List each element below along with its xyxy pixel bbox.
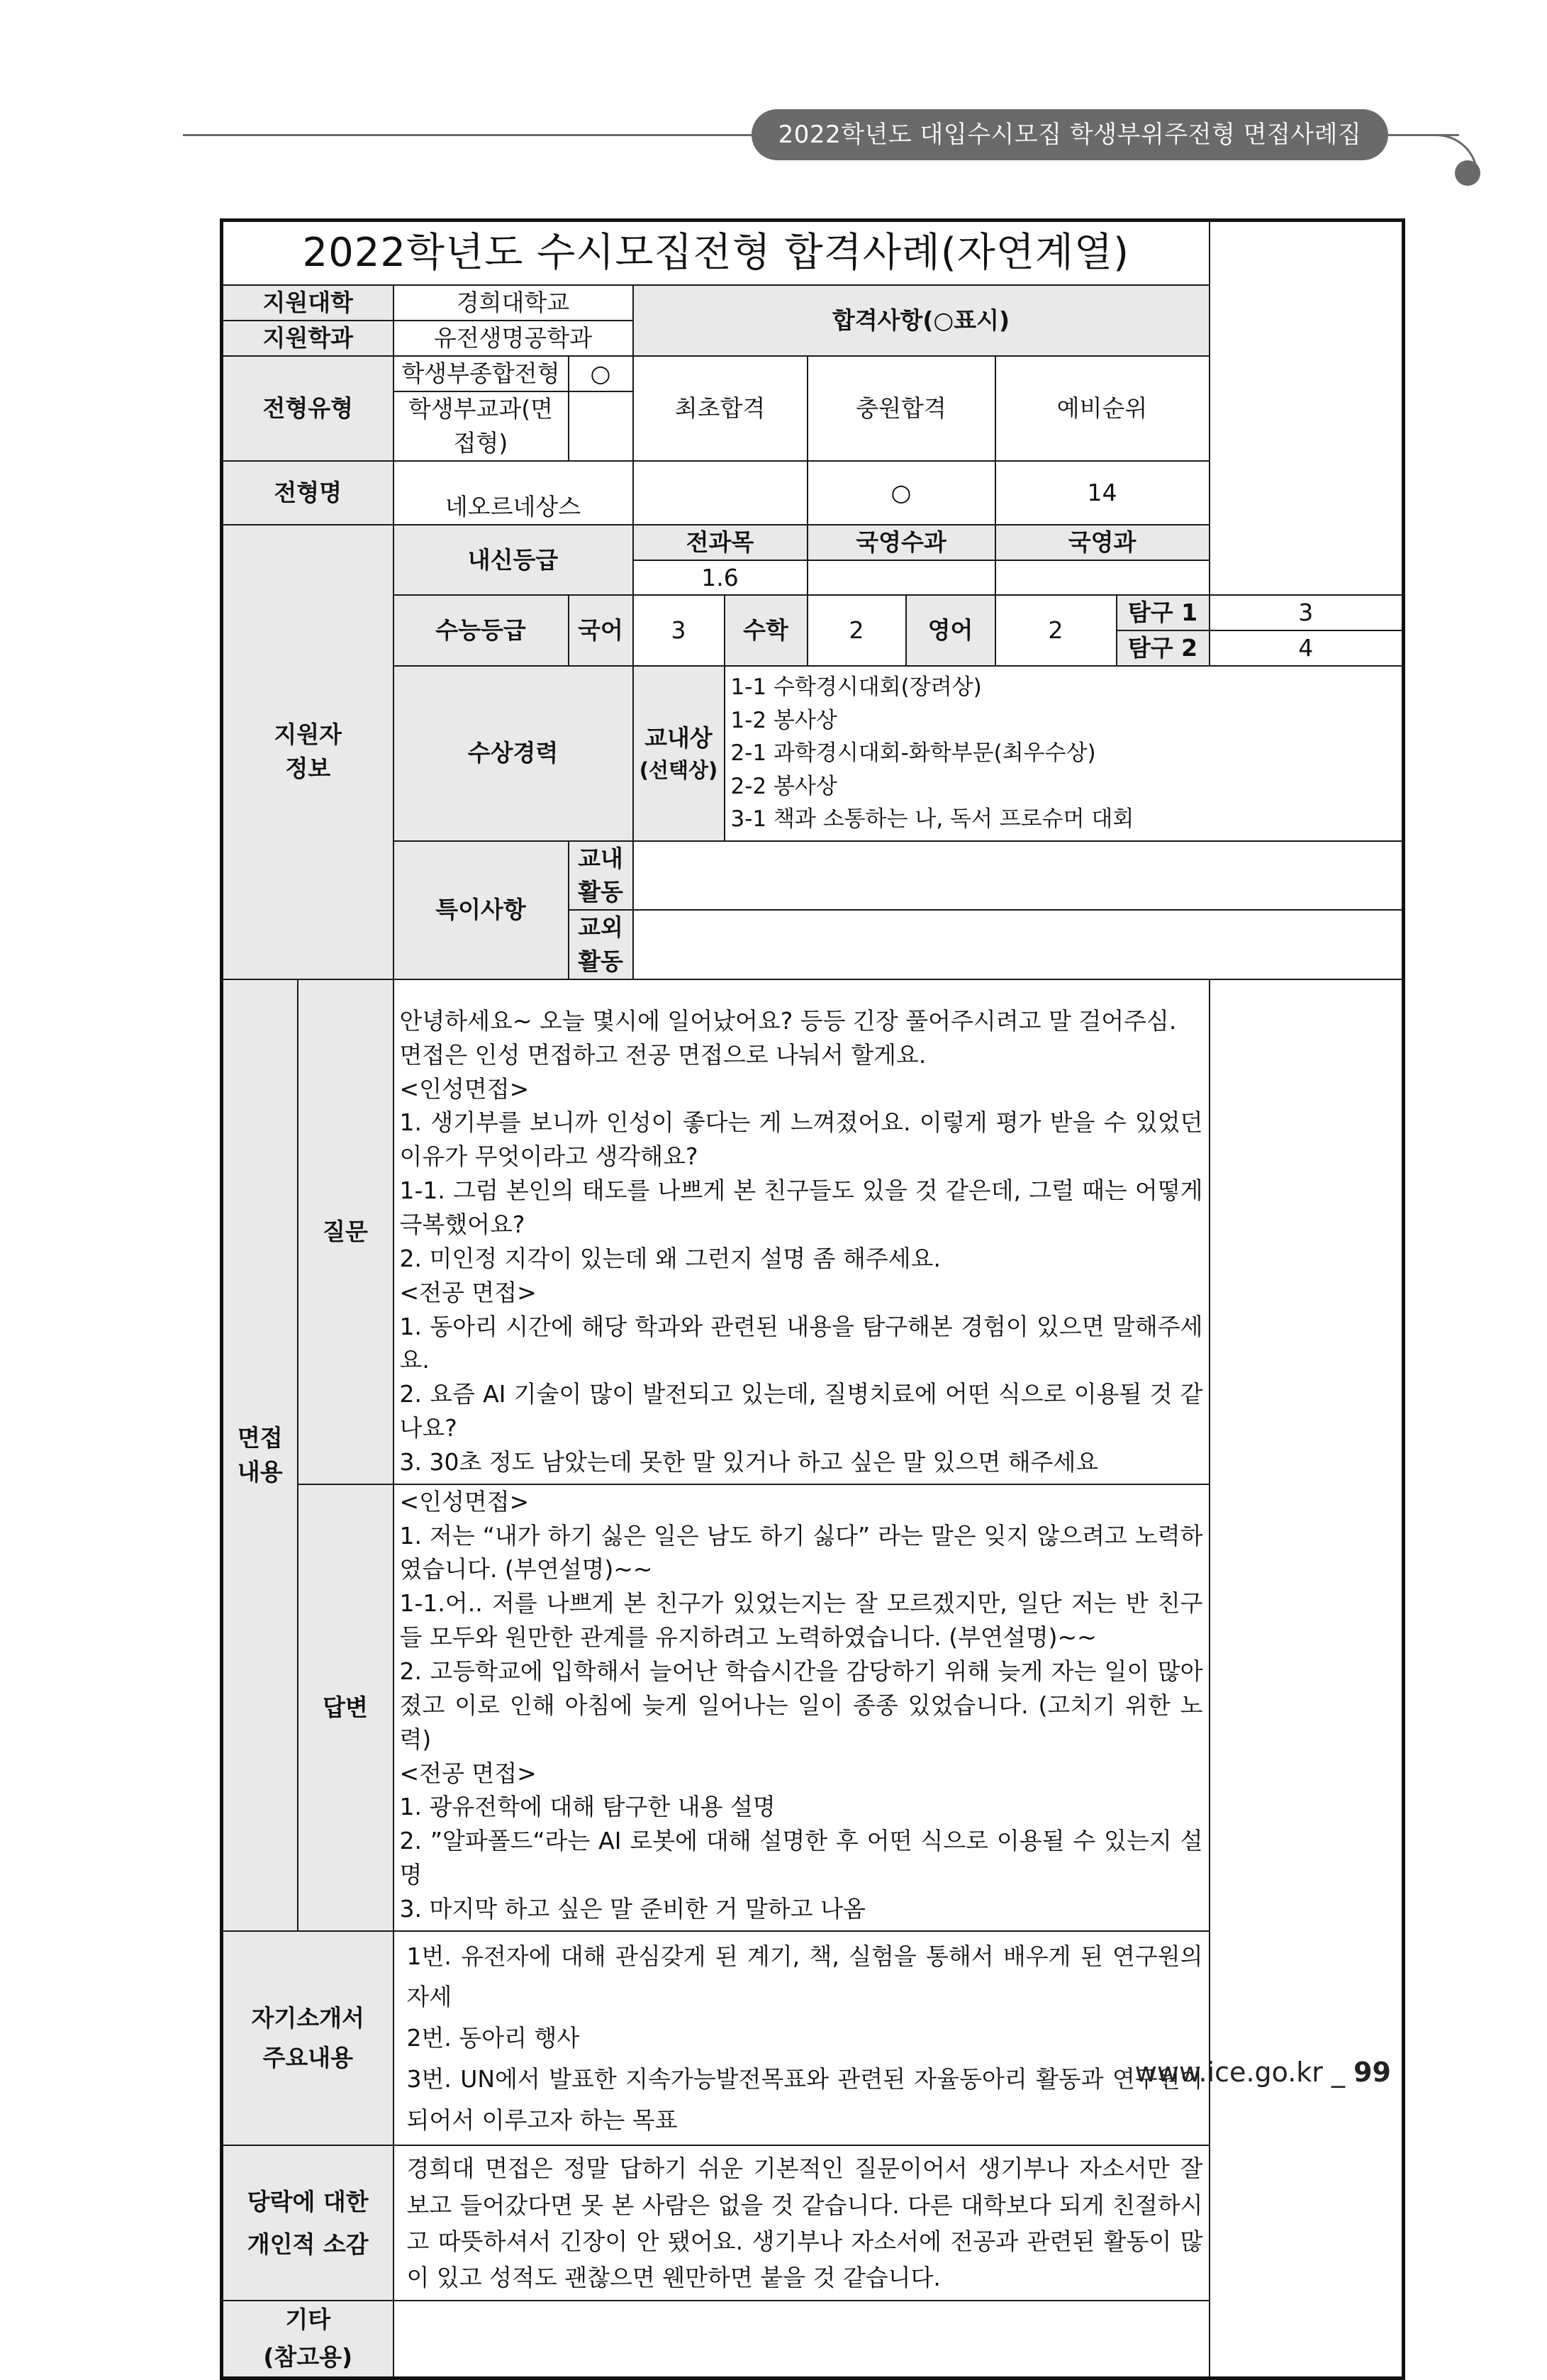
label-english: 영어 [906, 595, 995, 666]
answer-line: 1. 광유전학에 대해 탐구한 내용 설명 [399, 1793, 776, 1821]
label-result-header: 합격사항(○표시) [633, 285, 1210, 356]
footer-url: www.ice.go.kr [1134, 2057, 1323, 2088]
award-item: 3-1 책과 소통하는 나, 독서 프로슈머 대회 [730, 806, 1134, 833]
question-line: 안녕하세요~ 오늘 몇시에 일어났어요? 등등 긴장 풀어주시려고 말 걸어주심. [399, 1006, 1177, 1035]
answer-line: 1. 저는 “내가 하기 싫은 일은 남도 하기 싫다” 라는 말은 잊지 않으려고 노력하였습니다. (부연설명)~~ [399, 1521, 1203, 1584]
label-answer: 답변 [298, 1484, 393, 1931]
question-line: 1-1. 그럼 본인의 태도를 나쁘게 본 친구들도 있을 것 같은데, 그럴 때는 어떻게 극복했어요? [399, 1177, 1203, 1238]
label-math: 수학 [725, 595, 808, 666]
questions-block [393, 979, 1210, 1484]
label-applicant-info: 지원자 정보 [222, 525, 393, 979]
self-intro-line: 2번. 동아리 행사 [406, 2024, 580, 2052]
header-dot [1455, 160, 1480, 186]
value-all-subjects: 1.6 [633, 560, 808, 596]
question-line: 2. 미인정 지각이 있는데 왜 그런지 설명 좀 해주세요. [399, 1244, 941, 1272]
label-inquiry-2: 탐구 2 [1117, 630, 1210, 666]
label-university: 지원대학 [222, 285, 393, 321]
label-csat-grade: 수능등급 [393, 595, 569, 666]
value-inquiry-2: 4 [1210, 630, 1404, 666]
question-line: 2. 요즘 AI 기술이 많이 발전되고 있는데, 질병치료에 어떤 식으로 이용될 것 같나요? [399, 1380, 1203, 1442]
value-type-grade-interview: 학생부교과(면접형) [393, 391, 569, 461]
label-result-waitlist: 예비순위 [995, 356, 1210, 461]
value-etc [393, 2301, 1210, 2378]
footer-separator: _ [1322, 2057, 1354, 2088]
question-line: 1. 동아리 시간에 해당 학과와 관련된 내용을 탐구해본 경험이 있으면 말해주세요. [399, 1312, 1203, 1374]
label-ke: 국영과 [995, 525, 1210, 560]
value-korean: 3 [633, 595, 725, 666]
value-admission-name: 네오르네상스 [393, 461, 633, 525]
label-in-school: 교내활동 [569, 841, 633, 911]
label-admission-name: 전형명 [222, 461, 393, 525]
label-interview: 면접 내용 [222, 979, 298, 1931]
award-item: 2-2 봉사상 [730, 773, 837, 799]
label-inquiry-1: 탐구 1 [1117, 595, 1210, 630]
label-admission-type: 전형유형 [222, 356, 393, 461]
label-school-grade: 내신등급 [393, 525, 633, 596]
award-item: 1-2 봉사상 [730, 707, 837, 733]
answers-block [393, 1484, 1210, 1931]
page-title: 2022학년도 수시모집전형 합격사례(자연계열) [222, 221, 1210, 286]
label-question: 질문 [298, 979, 393, 1484]
answer-line: <전공 면접> [399, 1759, 537, 1787]
label-self-intro: 자기소개서 주요내용 [222, 1931, 393, 2146]
value-department: 유전생명공학과 [393, 321, 633, 356]
label-all-subjects: 전과목 [633, 525, 808, 560]
mark-result-additional: ○ [808, 461, 995, 525]
value-university: 경희대학교 [393, 285, 633, 321]
admission-case-table [220, 218, 1405, 2380]
value-type-comprehensive: 학생부종합전형 [393, 356, 569, 391]
label-department: 지원학과 [222, 321, 393, 356]
self-intro-block [393, 1931, 1210, 2146]
value-english: 2 [995, 595, 1117, 666]
label-korean: 국어 [569, 595, 633, 666]
value-out-school [633, 910, 1404, 979]
value-ke [995, 560, 1210, 596]
self-intro-line: 1번. 유전자에 대해 관심갖게 된 계기, 책, 실험을 통해서 배우게 된 연구원의 자세 [406, 1942, 1203, 2011]
value-inquiry-1: 3 [1210, 595, 1404, 630]
answer-line: <인성면접> [399, 1487, 530, 1516]
value-kem [808, 560, 995, 596]
label-school-award [633, 666, 725, 841]
answer-line: 3. 마지막 하고 싶은 말 준비한 거 말하고 나옴 [399, 1894, 866, 1923]
label-result-first: 최초합격 [633, 356, 808, 461]
question-line: <인성면접> [399, 1074, 530, 1103]
question-line: <전공 면접> [399, 1278, 537, 1306]
answer-line: 2. 고등학교에 입학해서 늘어난 학습시간을 감당하기 위해 늦게 자는 일이 많아졌고 이로 인해 아침에 늦게 일어나는 일이 종종 있었습니다. (고치기 위한 노력) [399, 1657, 1203, 1753]
school-award-subtitle: (선택상) [639, 758, 718, 783]
award-item: 1-1 수학경시대회(장려상) [730, 674, 982, 701]
label-opinion: 당락에 대한 개인적 소감 [222, 2145, 393, 2301]
label-awards: 수상경력 [393, 666, 633, 841]
self-intro-line: 3번. UN에서 발표한 지속가능발전목표와 관련된 자율동아리 활동과 연구원이 되어서 이루고자 하는 목표 [406, 2064, 1203, 2134]
label-kem: 국영수과 [808, 525, 995, 560]
answer-line: 1-1.어.. 저를 나쁘게 본 친구가 있었는지는 잘 모르겠지만, 일단 저는 반 친구들 모두와 원만한 관계를 유지하려고 노력하였습니다. (부연설명)~~ [399, 1589, 1203, 1652]
value-math: 2 [808, 595, 906, 666]
label-special: 특이사항 [393, 841, 569, 979]
mark-type-grade-interview [569, 391, 633, 461]
header-banner: 2022학년도 대입수시모집 학생부위주전형 면접사례집 [752, 109, 1388, 160]
value-waitlist-number: 14 [995, 461, 1210, 525]
mark-result-first [633, 461, 808, 525]
question-line: 1. 생기부를 보니까 인성이 좋다는 게 느껴졌어요. 이렇게 평가 받을 수 있었던 이유가 무엇이라고 생각해요? [399, 1108, 1203, 1171]
label-etc: 기타 (참고용) [222, 2301, 393, 2378]
mark-type-comprehensive: ○ [569, 356, 633, 391]
question-line: 면접은 인성 면접하고 전공 면접으로 나눠서 할게요. [399, 1040, 927, 1069]
award-item: 2-1 과학경시대회-화학부문(최우수상) [730, 740, 1096, 767]
school-award-title: 교내상 [644, 724, 713, 752]
label-out-school: 교외활동 [569, 910, 633, 979]
page-footer [1135, 2057, 1391, 2088]
answer-line: 2. ”알파폴드“라는 AI 로봇에 대해 설명한 후 어떤 식으로 이용될 수 있는지 설명 [399, 1827, 1203, 1889]
awards-list [725, 666, 1404, 841]
value-in-school [633, 841, 1404, 911]
label-result-additional: 충원합격 [808, 356, 995, 461]
opinion-text: 경희대 면접은 정말 답하기 쉬운 기본적인 질문이어서 생기부나 자소서만 잘 보고 들어갔다면 못 본 사람은 없을 것 같습니다. 다른 대학보다 되게 친절하시고 따뜻하셔서 긴장이 안 됐어요. 생기부나 자소서에 전공과 관련된 활동이 많이 있고 성적도 괜찮으면 웬만하면 붙을 것 같습니다. [393, 2145, 1210, 2301]
page-number: 99 [1353, 2057, 1391, 2088]
question-line: 3. 30초 정도 남았는데 못한 말 있거나 하고 싶은 말 있으면 해주세요 [399, 1447, 1099, 1476]
